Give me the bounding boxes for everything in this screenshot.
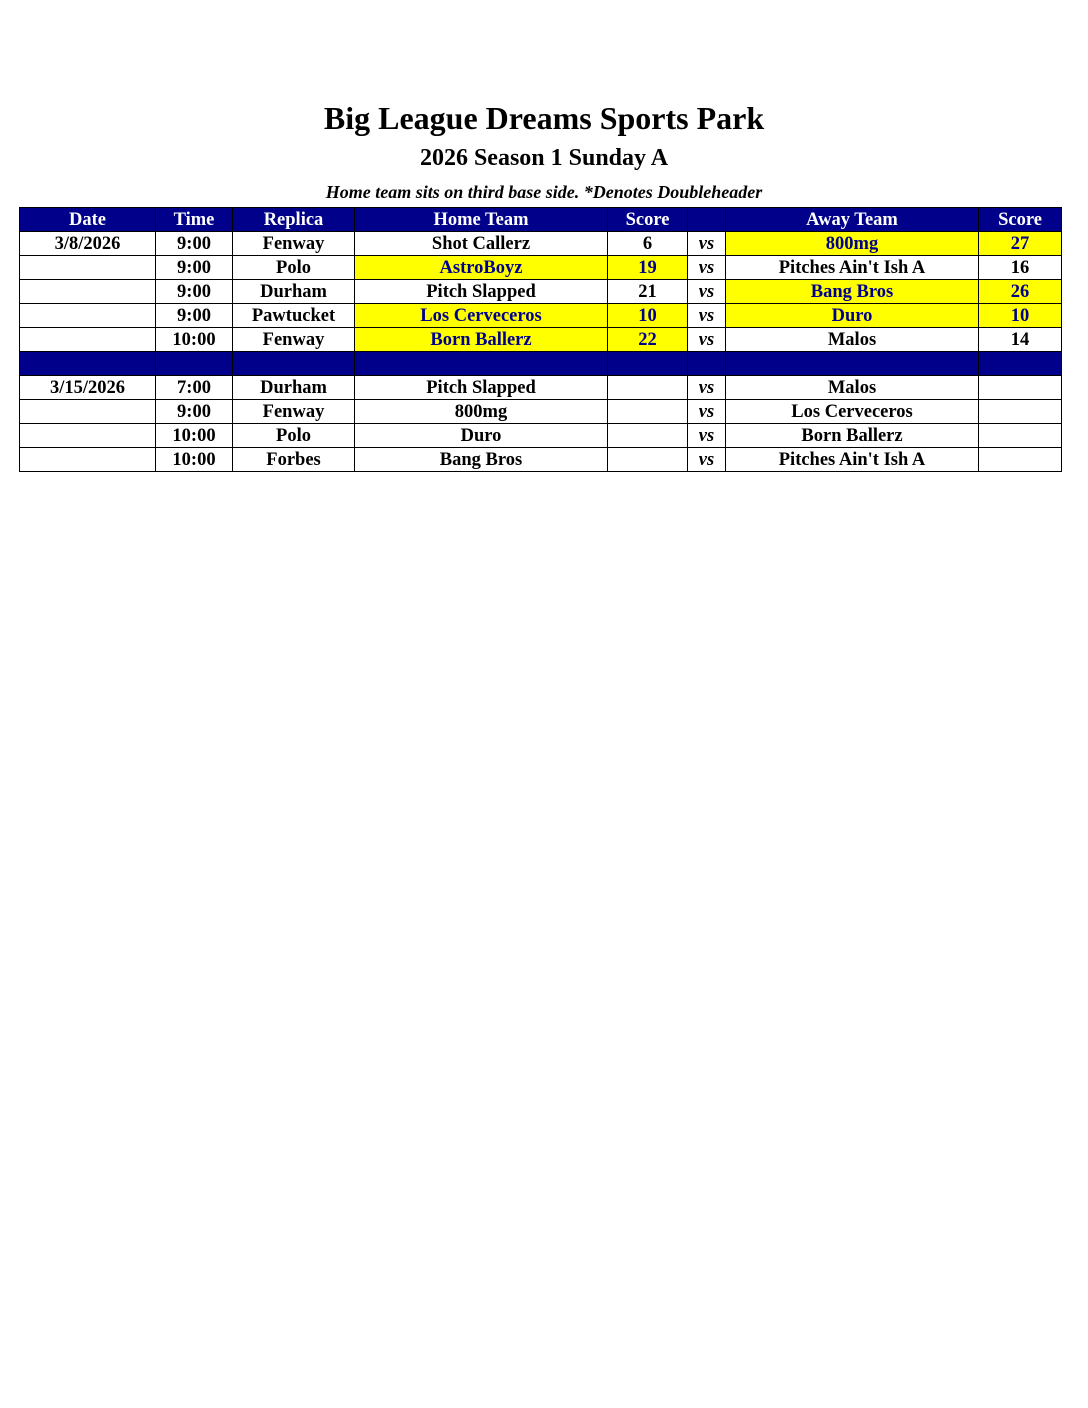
week-separator-row: [20, 352, 1062, 376]
date-cell: [20, 280, 156, 304]
separator-cell: [979, 352, 1062, 376]
time-cell: 10:00: [156, 448, 233, 472]
away-team-cell: Bang Bros: [726, 280, 979, 304]
away-score-cell: 27: [979, 232, 1062, 256]
season-subtitle: 2026 Season 1 Sunday A: [419, 145, 669, 171]
home-team-cell: Los Cerveceros: [355, 304, 608, 328]
away-team-cell: Pitches Ain't Ish A: [726, 256, 979, 280]
home-score-cell: [608, 376, 688, 400]
home-score-cell: 10: [608, 304, 688, 328]
game-row: [20, 424, 1062, 448]
game-row: [20, 328, 1062, 352]
replica-cell: Polo: [233, 256, 355, 280]
home-score-cell: 6: [608, 232, 688, 256]
date-cell: [20, 448, 156, 472]
col-away-team: Away Team: [726, 208, 979, 232]
game-row: [20, 376, 1062, 400]
replica-cell: Fenway: [233, 400, 355, 424]
replica-cell: Fenway: [233, 232, 355, 256]
page-title: Big League Dreams Sports Park: [323, 100, 765, 136]
game-row: [20, 304, 1062, 328]
date-cell: [20, 400, 156, 424]
home-team-cell: 800mg: [355, 400, 608, 424]
time-cell: 9:00: [156, 280, 233, 304]
vs-cell: vs: [688, 304, 726, 328]
time-cell: 9:00: [156, 400, 233, 424]
date-cell: [20, 328, 156, 352]
replica-cell: Forbes: [233, 448, 355, 472]
replica-cell: Durham: [233, 376, 355, 400]
col-home-team: Home Team: [355, 208, 608, 232]
game-row: [20, 280, 1062, 304]
home-team-cell: AstroBoyz: [355, 256, 608, 280]
date-cell: [20, 424, 156, 448]
vs-cell: vs: [688, 424, 726, 448]
separator-cell: [355, 352, 608, 376]
time-cell: 10:00: [156, 328, 233, 352]
col-replica: Replica: [233, 208, 355, 232]
home-score-cell: 19: [608, 256, 688, 280]
away-team-cell: Malos: [726, 328, 979, 352]
home-team-cell: Pitch Slapped: [355, 376, 608, 400]
separator-cell: [20, 352, 156, 376]
time-cell: 9:00: [156, 256, 233, 280]
vs-cell: vs: [688, 328, 726, 352]
away-score-cell: [979, 424, 1062, 448]
vs-cell: vs: [688, 400, 726, 424]
vs-cell: vs: [688, 232, 726, 256]
away-team-cell: Malos: [726, 376, 979, 400]
date-cell: 3/15/2026: [20, 376, 156, 400]
home-team-cell: Bang Bros: [355, 448, 608, 472]
away-score-cell: 26: [979, 280, 1062, 304]
home-team-cell: Duro: [355, 424, 608, 448]
col-date: Date: [20, 208, 156, 232]
away-score-cell: 10: [979, 304, 1062, 328]
home-team-cell: Pitch Slapped: [355, 280, 608, 304]
away-score-cell: [979, 448, 1062, 472]
home-team-cell: Born Ballerz: [355, 328, 608, 352]
separator-cell: [608, 352, 688, 376]
game-row: [20, 448, 1062, 472]
separator-cell: [156, 352, 233, 376]
vs-cell: vs: [688, 256, 726, 280]
away-team-cell: Born Ballerz: [726, 424, 979, 448]
vs-cell: vs: [688, 280, 726, 304]
replica-cell: Pawtucket: [233, 304, 355, 328]
home-score-cell: [608, 400, 688, 424]
date-cell: [20, 304, 156, 328]
time-cell: 9:00: [156, 232, 233, 256]
replica-cell: Fenway: [233, 328, 355, 352]
game-row: [20, 256, 1062, 280]
game-row: [20, 232, 1062, 256]
replica-cell: Polo: [233, 424, 355, 448]
col-time: Time: [156, 208, 233, 232]
date-cell: [20, 256, 156, 280]
time-cell: 9:00: [156, 304, 233, 328]
home-score-cell: [608, 448, 688, 472]
separator-cell: [726, 352, 979, 376]
game-row: [20, 400, 1062, 424]
away-score-cell: 16: [979, 256, 1062, 280]
time-cell: 7:00: [156, 376, 233, 400]
separator-cell: [233, 352, 355, 376]
replica-cell: Durham: [233, 280, 355, 304]
away-team-cell: 800mg: [726, 232, 979, 256]
col-home-score: Score: [608, 208, 688, 232]
away-team-cell: Duro: [726, 304, 979, 328]
vs-cell: vs: [688, 376, 726, 400]
home-score-cell: 21: [608, 280, 688, 304]
time-cell: 10:00: [156, 424, 233, 448]
header-row: [20, 208, 1062, 232]
col-vs: [688, 208, 726, 232]
away-team-cell: Pitches Ain't Ish A: [726, 448, 979, 472]
home-team-cell: Shot Callerz: [355, 232, 608, 256]
away-score-cell: [979, 376, 1062, 400]
schedule-note: Home team sits on third base side. *Denotes Doubleheader: [325, 182, 763, 202]
date-cell: 3/8/2026: [20, 232, 156, 256]
home-score-cell: [608, 424, 688, 448]
away-score-cell: [979, 400, 1062, 424]
separator-cell: [688, 352, 726, 376]
away-score-cell: 14: [979, 328, 1062, 352]
away-team-cell: Los Cerveceros: [726, 400, 979, 424]
home-score-cell: 22: [608, 328, 688, 352]
schedule-table: [19, 207, 1062, 472]
col-away-score: Score: [979, 208, 1062, 232]
vs-cell: vs: [688, 448, 726, 472]
